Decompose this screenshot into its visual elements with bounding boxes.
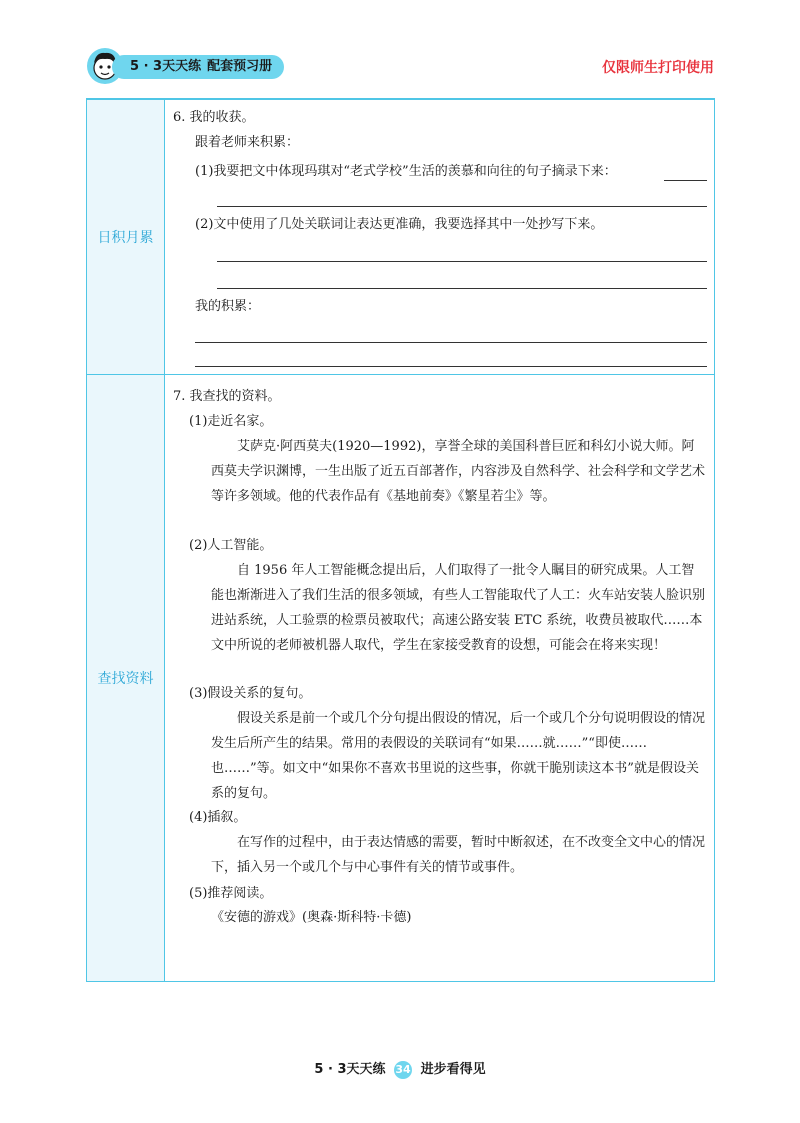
question-7-title: 7. 我查找的资料。	[173, 389, 281, 404]
subsection-5-title: (5)推荐阅读。	[189, 886, 273, 901]
section-label-research: 查找资料	[87, 375, 165, 981]
intro-text: 跟着老师来积累：	[195, 135, 300, 150]
subsection-3-body: 假设关系是前一个或几个分句提出假设的情况，后一个或几个分句说明假设的情况发生后所产生的结果。常用的表假设的关联词有“如果……就……”“即使……也……”等。如文中“如果你不喜欢书里说的这些事，你就干脆别读这本书”就是假设关系的复句。	[211, 711, 706, 801]
brand-badge	[112, 55, 284, 79]
subsection-3-title: (3)假设关系的复句。	[189, 686, 312, 701]
item-2-prompt: (2)文中使用了几处关联词让表达更准确，我要选择其中一处抄写下来。	[195, 217, 604, 232]
section-research	[87, 374, 714, 981]
footer-slogan: 进步看得见	[420, 1062, 486, 1077]
worksheet-table	[86, 100, 715, 982]
page-number: 34	[394, 1061, 412, 1079]
subsection-2-title: (2)人工智能。	[189, 538, 273, 553]
page-header	[0, 0, 800, 100]
section-label-accumulation: 日积月累	[87, 100, 165, 374]
subsection-1-title: (1)走近名家。	[189, 414, 273, 429]
section-content-accumulation	[165, 100, 714, 374]
item-1-prompt: (1)我要把文中体现玛琪对“老式学校”生活的羡慕和向往的句子摘录下来：	[195, 164, 617, 179]
subsection-4-body: 在写作的过程中，由于表达情感的需要，暂时中断叙述，在不改变全文中心的情况下，插入另一个或几个与中心事件有关的情节或事件。	[211, 835, 706, 875]
answer-line[interactable]	[195, 366, 707, 367]
answer-line[interactable]	[217, 288, 707, 289]
subsection-2-body: 自 1956 年人工智能概念提出后，人们取得了一批令人瞩目的研究成果。人工智能也渐渐进入了我们生活的很多领域，有些人工智能取代了人工：火车站安装人脸识别进站系统，人工验票的检票员被取代；高速公路安装 ETC 系统，收费员被取代……本文中所说的老师被机器人取代，学生在家接受教育的设想，可能会在将来实现！	[211, 563, 706, 653]
section-content-research	[165, 375, 714, 981]
question-6-title: 6. 我的收获。	[173, 110, 255, 125]
brand-subtitle: 配套预习册	[207, 59, 273, 74]
subsection-4-title: (4)插叙。	[189, 810, 247, 825]
answer-line[interactable]	[664, 180, 707, 181]
brand-title: 5 · 3天天练	[130, 59, 202, 74]
answer-line[interactable]	[217, 206, 707, 207]
section-accumulation	[87, 100, 714, 374]
answer-line[interactable]	[217, 261, 707, 262]
my-collection-label: 我的积累：	[195, 299, 261, 314]
print-notice: 仅限师生打印使用	[602, 60, 714, 76]
page-footer	[0, 1058, 800, 1079]
footer-brand: 5 · 3天天练	[314, 1062, 386, 1077]
subsection-1-body: 艾萨克·阿西莫夫(1920—1992)，享誉全球的美国科普巨匠和科幻小说大师。阿西莫夫学识渊博，一生出版了近五百部著作，内容涉及自然科学、社会科学和文学艺术等许多领域。他的代表作品有《基地前奏》《繁星若尘》等。	[211, 439, 706, 504]
answer-line[interactable]	[195, 342, 707, 343]
recommended-book: 《安德的游戏》(奥森·斯科特·卡德)	[211, 910, 412, 925]
